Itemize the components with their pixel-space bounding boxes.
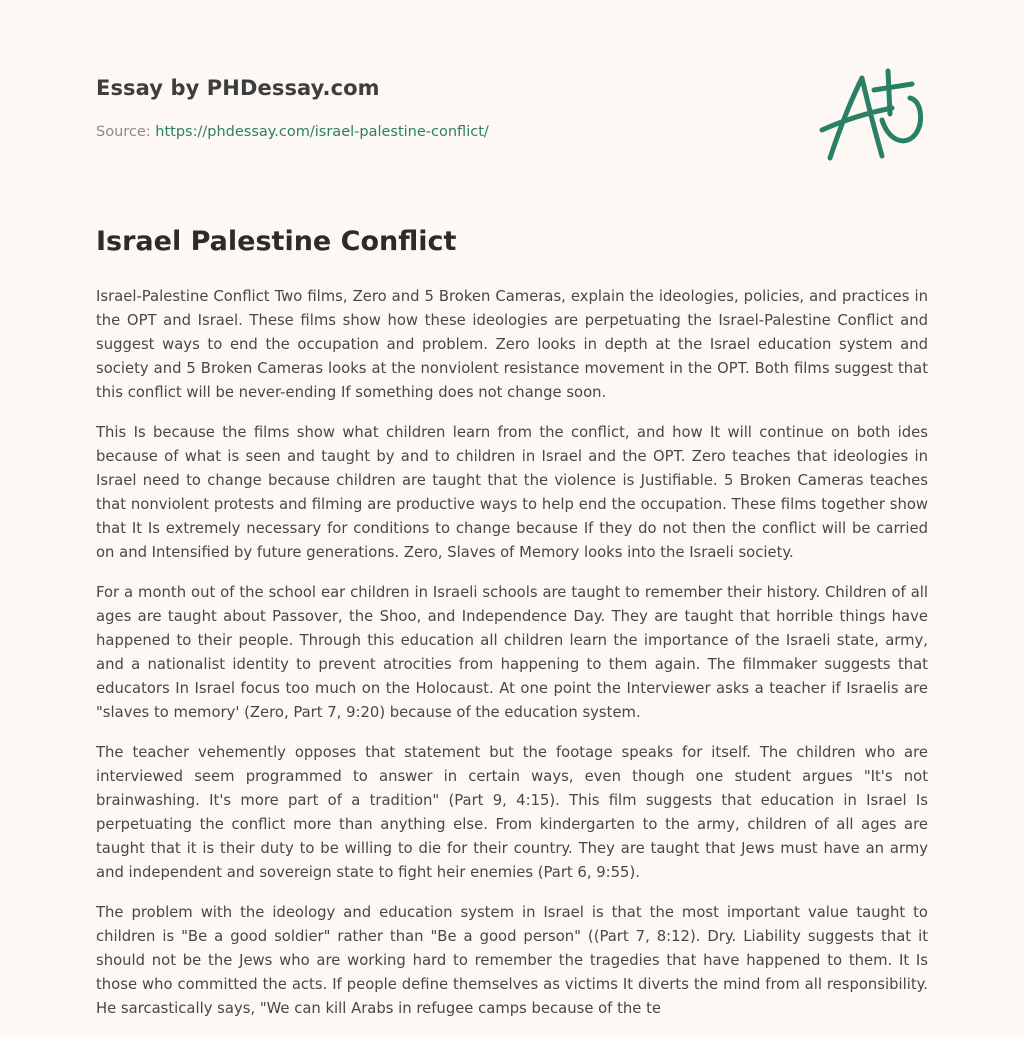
essay-title: Israel Palestine Conflict: [96, 226, 457, 257]
site-title: Essay by PHDessay.com: [96, 76, 380, 100]
source-link[interactable]: https://phdessay.com/israel-palestine-conflict/: [155, 124, 489, 140]
essay-paragraph: The problem with the ideology and education system in Israel is that the most important value taught to children is "Be a good soldier" rather than "Be a good person" ((Part 7, 8:12). Dry. Liability suggests that it should not be the Jews who are working hard to remember the tragedies that have happened to them. It Is those who committed the acts. If people define themselves as victims It diverts the mind from all responsibility. He sarcastically says, "We can kill Arabs in refugee camps because of the te: [96, 904, 928, 1017]
essay-paragraph: This Is because the films show what children learn from the conflict, and how It will continue on both ides because of what is seen and taught by and to children in Israel and the OPT. Zero teaches that ideologies in Israel need to change because children are taught that the violence is Justifiable. 5 Broken Cameras teaches that nonviolent protests and filming are productive ways to help end the occupation. These films together show that It Is extremely necessary for conditions to change because If they do not then the conflict will be carried on and Intensified by future generations. Zero, Slaves of Memory looks into the Israeli society.: [96, 424, 928, 561]
source-label: Source:: [96, 124, 151, 140]
essay-body: [96, 285, 928, 1037]
essay-paragraph: For a month out of the school ear children in Israeli schools are taught to remember their history. Children of all ages are taught about Passover, the Shoo, and Independence Day. They are taught that horrible things have happened to their people. Through this education all children learn the importance of the Israeli state, army, and a nationalist identity to prevent atrocities from happening to them again. The filmmaker suggests that educators In Israel focus too much on the Holocaust. At one point the Interviewer asks a teacher if Israelis are "slaves to memory' (Zero, Part 7, 9:20) because of the education system.: [96, 584, 928, 721]
source-line: [96, 124, 489, 140]
essay-paragraph: Israel-Palestine Conflict Two films, Zero and 5 Broken Cameras, explain the ideologies, policies, and practices in the OPT and Israel. These films show how these ideologies are perpetuating the Israel-Palestine Conflict and suggest ways to end the occupation and problem. Zero looks in depth at the Israel education system and society and 5 Broken Cameras looks at the nonviolent resistance movement in the OPT. Both films suggest that this conflict will be never-ending If something does not change soon.: [96, 288, 928, 401]
essay-paragraph: The teacher vehemently opposes that statement but the footage speaks for itself. The children who are interviewed seem programmed to answer in certain ways, even though one student argues "It's not brainwashing. It's more part of a tradition" (Part 9, 4:15). This film suggests that education in Israel Is perpetuating the conflict more than anything else. From kindergarten to the army, children of all ages are taught that it is their duty to be willing to die for their country. They are taught that Jews must have an army and independent and sovereign state to fight heir enemies (Part 6, 9:55).: [96, 744, 928, 881]
a-plus-grade-icon: [818, 66, 934, 166]
